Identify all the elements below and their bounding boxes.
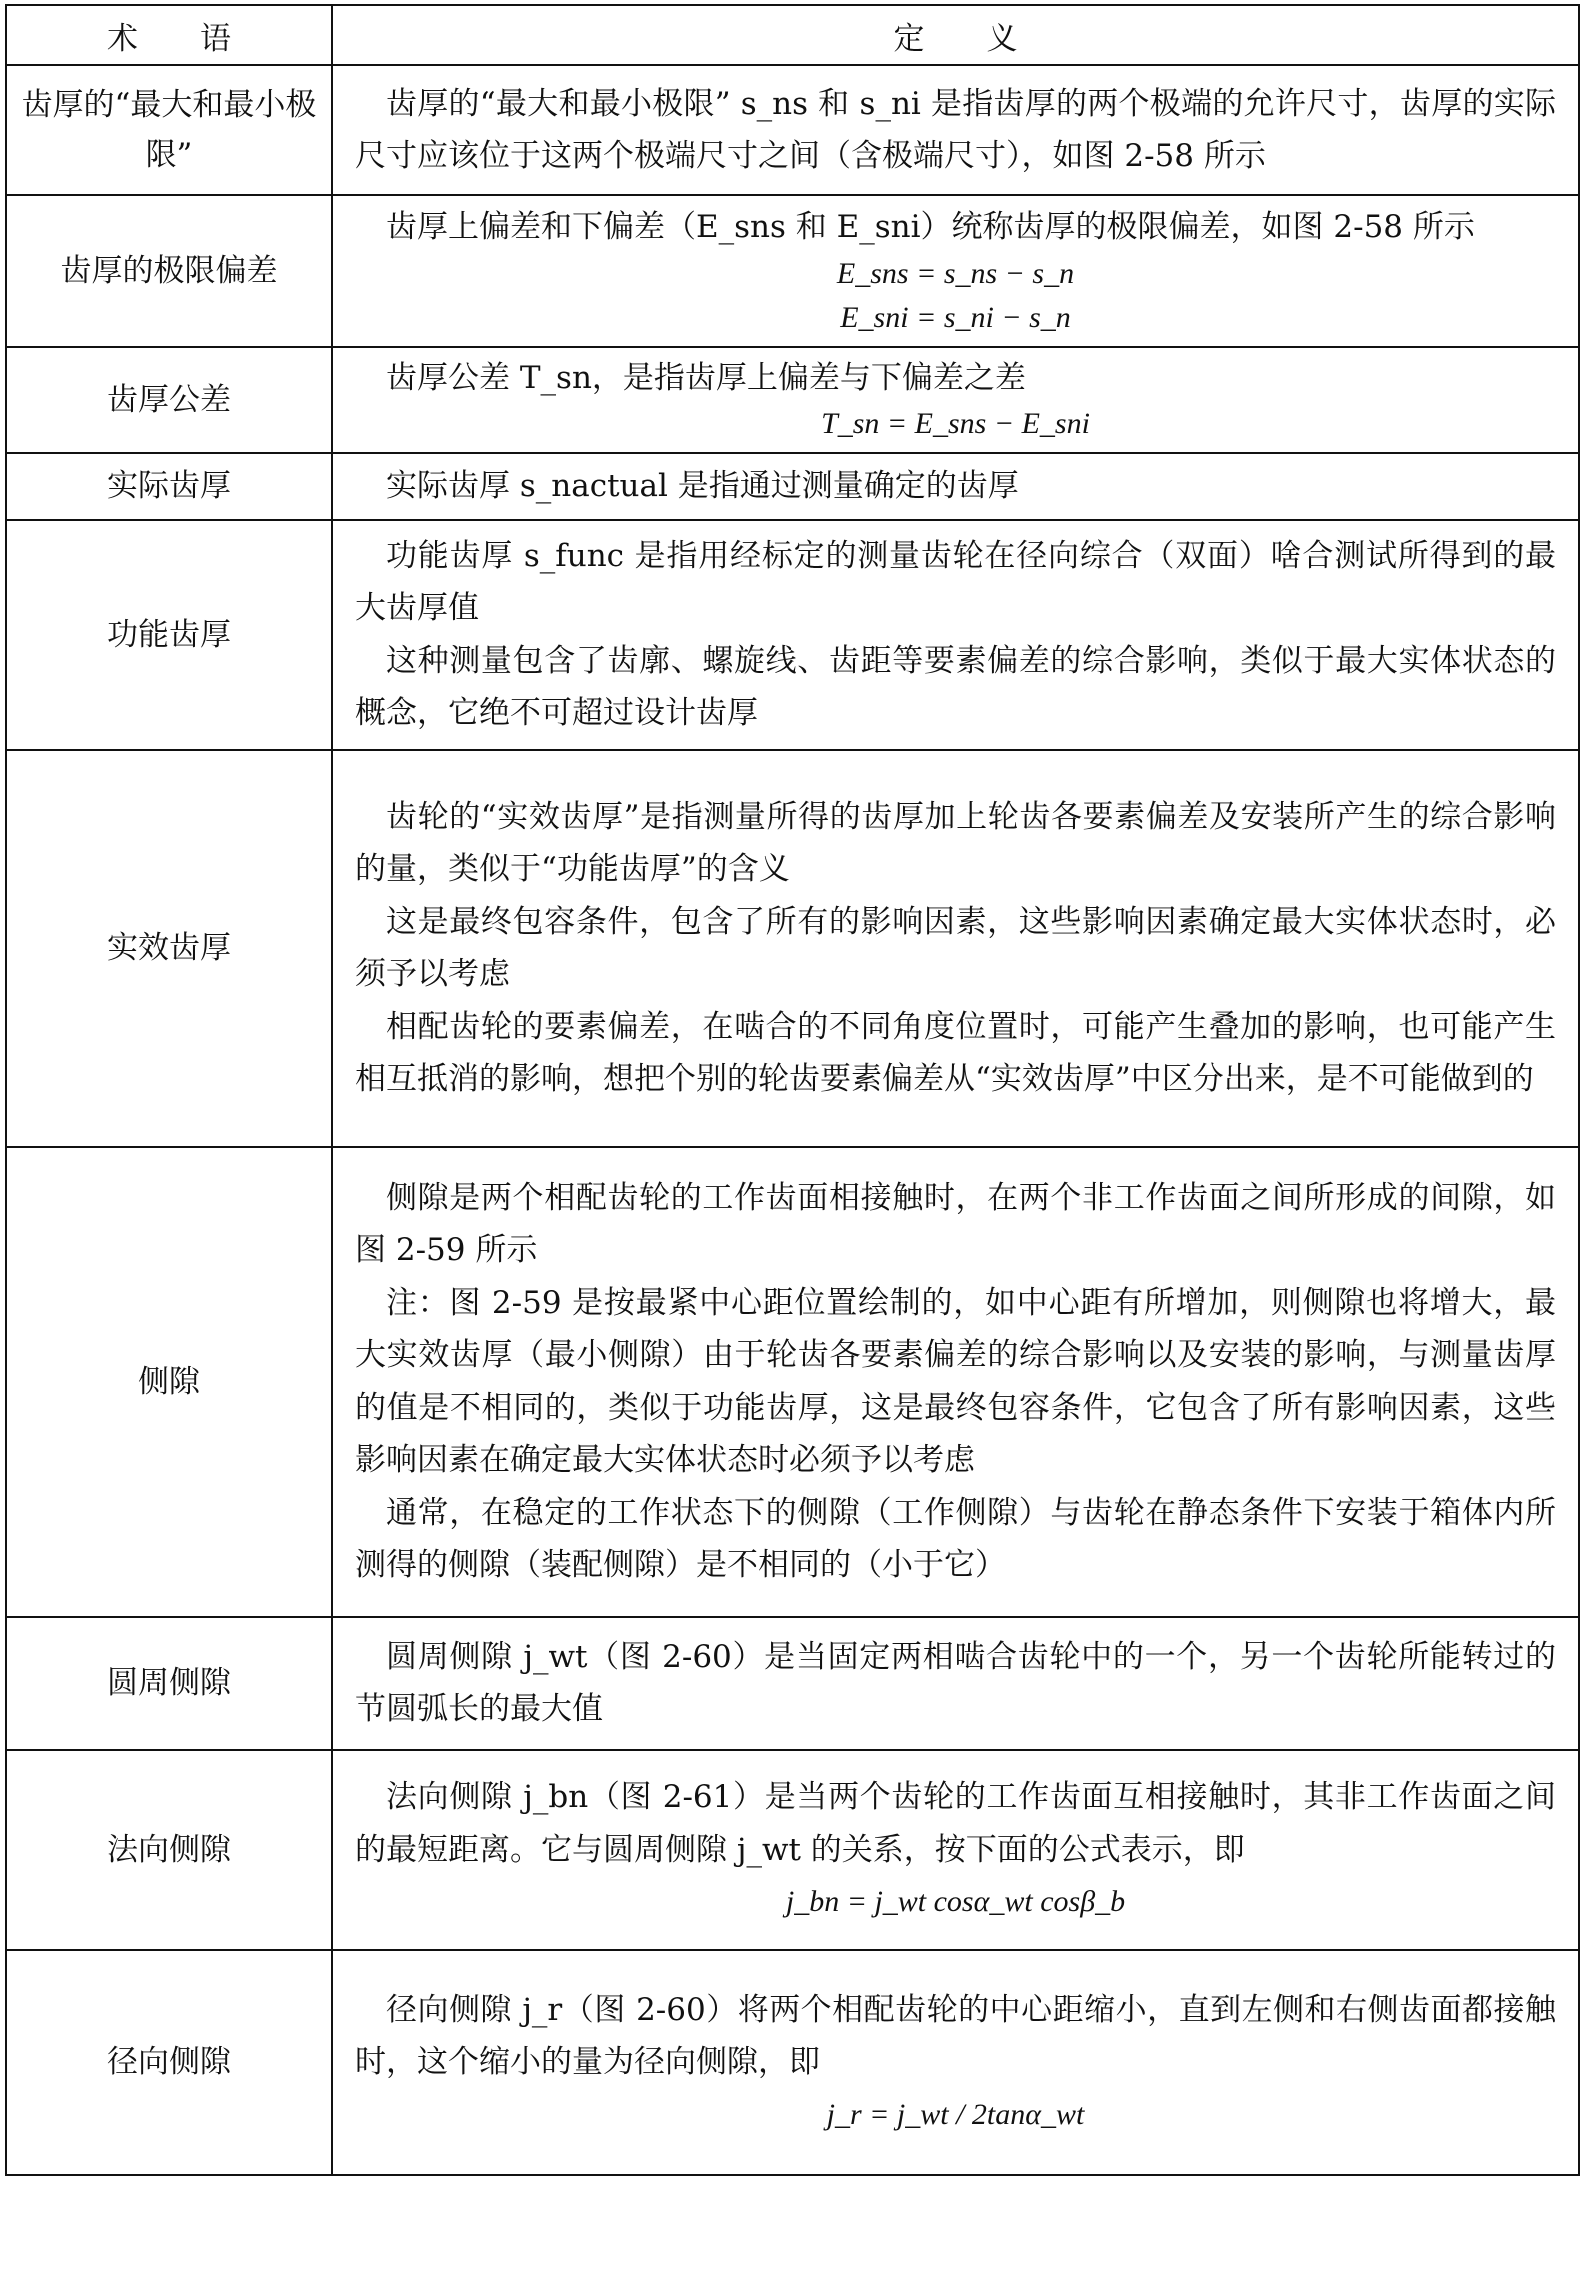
definition-paragraph: 功能齿厚 s_func 是指用经标定的测量齿轮在径向综合（双面）啥合测试所得到的最大齿厚值 [355,537,1556,626]
formula: j_r = j_wt / 2tanα_wt [826,2097,1085,2131]
definition-paragraph: 齿厚上偏差和下偏差（E_sns 和 E_sni）统称齿厚的极限偏差，如图 2-58 所示 [386,209,1475,245]
definition-paragraph: 齿厚公差 T_sn，是指齿厚上偏差与下偏差之差 [386,360,1026,396]
definition-cell [332,1750,1579,1950]
definition-paragraph: 实际齿厚 s_nactual 是指通过测量确定的齿厚 [386,468,1019,504]
header-term: 术 语 [6,5,332,65]
definition-cell [332,347,1579,453]
definition-paragraph: 通常，在稳定的工作状态下的侧隙（工作侧隙）与齿轮在静态条件下安装于箱体内所测得的侧隙（装配侧隙）是不相同的（小于它） [355,1494,1556,1583]
term-cell: 实际齿厚 [6,453,332,520]
term-cell: 齿厚公差 [6,347,332,453]
term-cell: 法向侧隙 [6,1750,332,1950]
header-definition: 定 义 [332,5,1579,65]
table-row [6,1950,1579,2175]
table-row [6,1617,1579,1750]
definition-cell [332,1147,1579,1617]
definition-cell [332,65,1579,195]
term-cell: 齿厚的极限偏差 [6,195,332,347]
definition-cell [332,1950,1579,2175]
definition-paragraph: 圆周侧隙 j_wt（图 2-60）是当固定两相啮合齿轮中的一个，另一个齿轮所能转过的节圆弧长的最大值 [355,1638,1556,1727]
definition-paragraph: 相配齿轮的要素偏差，在啮合的不同角度位置时，可能产生叠加的影响，也可能产生相互抵消的影响，想把个别的轮齿要素偏差从“实效齿厚”中区分出来，是不可能做到的 [355,1008,1556,1097]
definition-paragraph: 这种测量包含了齿廓、螺旋线、齿距等要素偏差的综合影响，类似于最大实体状态的概念，它绝不可超过设计齿厚 [355,642,1556,731]
formula: E_sns = s_ns − s_n [836,257,1075,290]
table-row [6,520,1579,750]
table-row [6,750,1579,1147]
definition-cell [332,750,1579,1147]
formula: T_sn = E_sns − E_sni [821,407,1090,440]
table-row [6,347,1579,453]
definition-paragraph: 注：图 2-59 是按最紧中心距位置绘制的，如中心距有所增加，则侧隙也将增大，最大实效齿厚（最小侧隙）由于轮齿各要素偏差的综合影响以及安装的影响，与测量齿厚的值是不相同的，类似于功能齿厚，这是最终包容条件，它包含了所有影响因素，这些影响因素在确定最大实体状态时必须予以考虑 [355,1284,1556,1478]
term-cell: 功能齿厚 [6,520,332,750]
table-row [6,1147,1579,1617]
term-cell: 齿厚的“最大和最小极限” [6,65,332,195]
table-row [6,453,1579,520]
term-cell: 实效齿厚 [6,750,332,1147]
term-cell: 侧隙 [6,1147,332,1617]
definition-paragraph: 径向侧隙 j_r（图 2-60）将两个相配齿轮的中心距缩小，直到左侧和右侧齿面都接触时，这个缩小的量为径向侧隙，即 [355,1991,1556,2080]
definition-paragraph: 法向侧隙 j_bn（图 2-61）是当两个齿轮的工作齿面互相接触时，其非工作齿面之间的最短距离。它与圆周侧隙 j_wt 的关系，按下面的公式表示，即 [355,1779,1556,1868]
term-cell: 圆周侧隙 [6,1617,332,1750]
definition-paragraph: 齿轮的“实效齿厚”是指测量所得的齿厚加上轮齿各要素偏差及安装所产生的综合影响的量，类似于“功能齿厚”的含义 [355,798,1556,887]
formula: E_sni = s_ni − s_n [840,301,1071,334]
table-header-row [6,5,1579,65]
definition-cell [332,195,1579,347]
definition-paragraph: 这是最终包容条件，包含了所有的影响因素，这些影响因素确定最大实体状态时，必须予以考虑 [355,903,1556,992]
formula: j_bn = j_wt cosα_wt cosβ_b [785,1885,1126,1918]
definition-paragraph: 侧隙是两个相配齿轮的工作齿面相接触时，在两个非工作齿面之间所形成的间隙，如图 2-59 所示 [355,1179,1556,1268]
table-row [6,1750,1579,1950]
terms-table [5,4,1580,2176]
term-cell: 径向侧隙 [6,1950,332,2175]
definition-paragraph: 齿厚的“最大和最小极限” s_ns 和 s_ni 是指齿厚的两个极端的允许尺寸，齿厚的实际尺寸应该位于这两个极端尺寸之间（含极端尺寸），如图 2-58 所示 [355,85,1556,174]
table-row [6,65,1579,195]
definition-cell [332,453,1579,520]
definition-cell [332,1617,1579,1750]
table-row [6,195,1579,347]
definition-cell [332,520,1579,750]
